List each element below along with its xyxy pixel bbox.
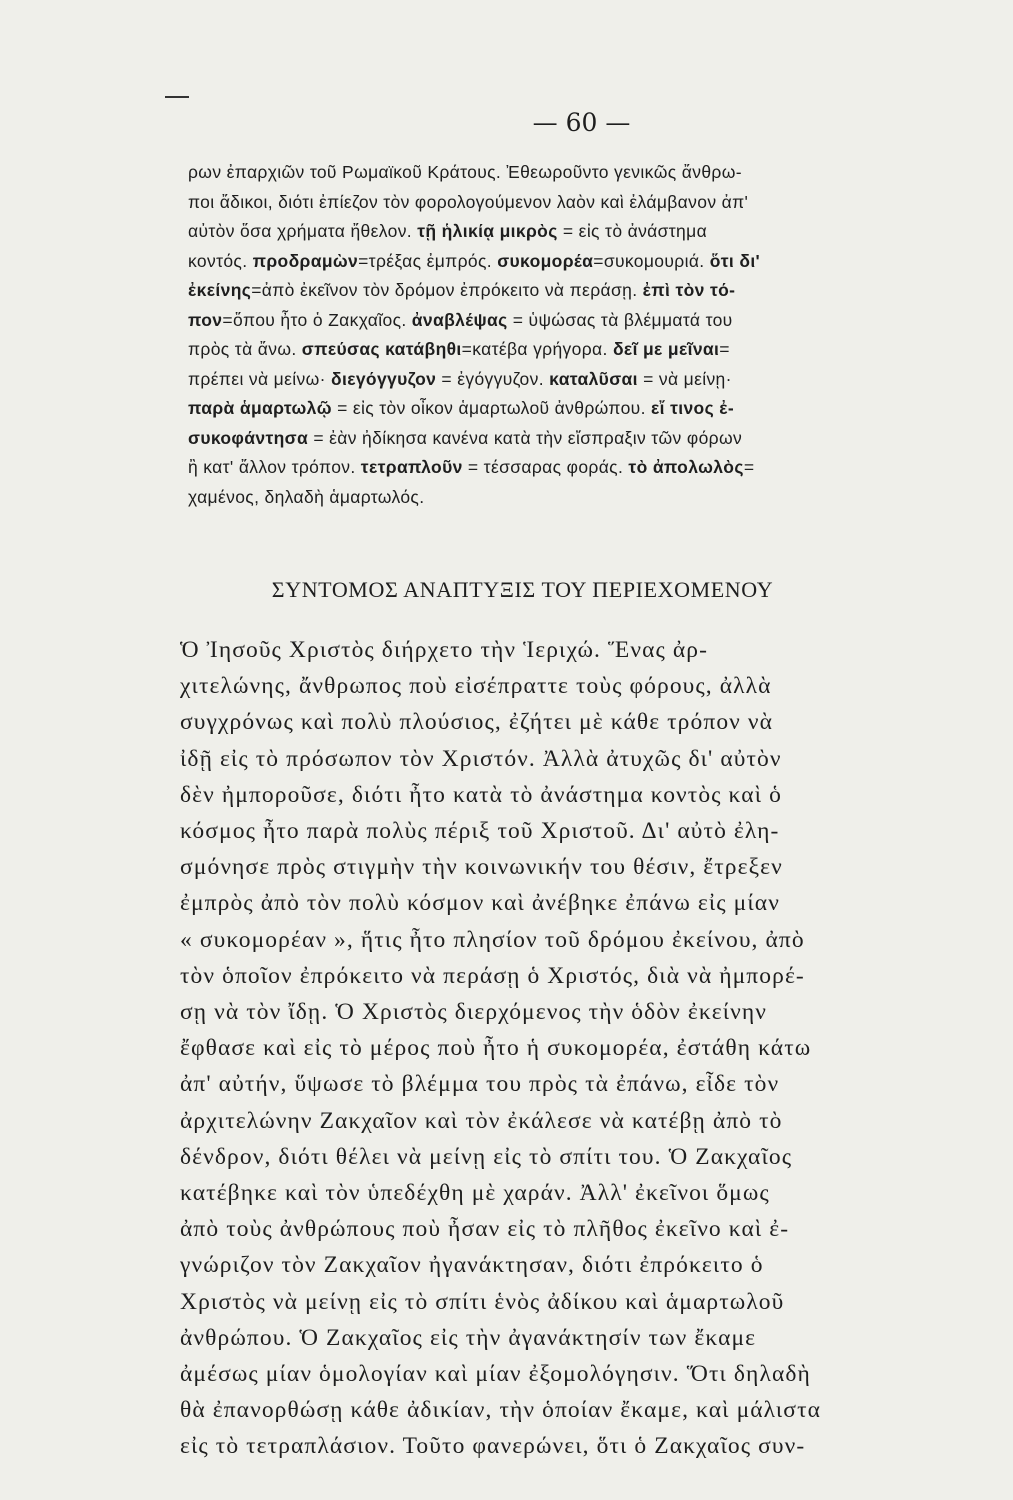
body-line: Ὁ Ἰησοῦς Χριστὸς διήρχετο τὴν Ἱεριχώ. Ἕνας ἀρ- xyxy=(180,637,709,663)
glossary-text: = εἰς τὸ ἀνάστημα xyxy=(557,221,708,241)
body-line: « συκομορέαν », ἥτις ἦτο πλησίον τοῦ δρόμου ἐκείνου, ἀπὸ xyxy=(180,926,805,953)
note-line xyxy=(188,188,963,218)
glossary-term: προδραμὼν xyxy=(252,250,359,271)
note-line xyxy=(188,365,963,395)
body-line: ἀνθρώπου. Ὁ Ζακχαῖος εἰς τὴν ἀγανάκτησίν των ἔκαμε xyxy=(180,1324,757,1351)
glossary-text: =ὅπου ἦτο ὁ Ζακχαῖος. xyxy=(222,309,412,330)
note-line xyxy=(188,335,963,365)
body-line: ἀπ' αὐτήν, ὕψωσε τὸ βλέμμα του πρὸς τὰ ἐπάνω, εἶδε τὸν xyxy=(180,1071,780,1098)
body-text xyxy=(180,632,970,1465)
glossary-term: εἴ τινος ἐ- xyxy=(651,398,735,418)
body-line: σῃ νὰ τὸν ἴδῃ. Ὁ Χριστὸς διερχόμενος τὴν ὁδὸν ἐκείνην xyxy=(180,999,768,1026)
body-line: γνώριζον τὸν Ζακχαῖον ἠγανάκτησαν, διότι ἐπρόκειτο ὁ xyxy=(180,1252,764,1279)
body-line: κόσμος ἦτο παρὰ πολὺς πέριξ τοῦ Χριστοῦ. Δι' αὐτὸ ἐλη- xyxy=(180,818,780,845)
glossary-text: = xyxy=(719,339,730,359)
note-line xyxy=(188,483,963,513)
glossary-text: ἢ κατ' ἄλλον τρόπον. xyxy=(188,457,361,477)
body-line: ἀμέσως μίαν ὁμολογίαν καὶ μίαν ἐξομολόγησιν. Ὅτι δηλαδὴ xyxy=(180,1361,811,1388)
note-line xyxy=(188,394,963,424)
body-line: συγχρόνως καὶ πολὺ πλούσιος, ἐζήτει μὲ κάθε τρόπον νὰ xyxy=(180,709,774,736)
note-line xyxy=(188,453,963,483)
glossary-term: συκοφάντησα xyxy=(188,427,309,448)
glossary-text: πρὸς τὰ ἄνω. xyxy=(188,339,302,359)
glossary-term: παρὰ ἁμαρτωλῷ xyxy=(188,398,332,418)
glossary-term: σπεύσας κατάβηθι xyxy=(301,339,462,359)
glossary-term: δεῖ με μεῖναι xyxy=(612,339,720,359)
glossary-text: χαμένος, δηλαδὴ ἁμαρτωλός. xyxy=(188,486,425,507)
glossary-text: = ὑψώσας τὰ βλέμματά του xyxy=(507,309,733,330)
glossary-text: = ἐὰν ἠδίκησα κανένα κατὰ τὴν εἴσπραξιν τῶν φόρων xyxy=(308,427,743,448)
glossary-term: τετραπλοῦν xyxy=(360,457,463,477)
body-line: σμόνησε πρὸς στιγμὴν τὴν κοινωνικήν του θέσιν, ἔτρεξεν xyxy=(180,854,783,881)
glossary-text: = τέσσαρας φοράς. xyxy=(462,457,629,477)
body-line: χιτελώνης, ἄνθρωπος ποὺ εἰσέπραττε τοὺς φόρους, ἀλλὰ xyxy=(180,673,772,700)
glossary-text: = εἰς τὸν οἶκον ἁμαρτωλοῦ ἀνθρώπου. xyxy=(331,398,651,418)
note-line xyxy=(188,247,963,277)
glossary-text: κοντός. xyxy=(188,250,253,271)
body-line: ἰδῇ εἰς τὸ πρόσωπον τὸν Χριστόν. Ἀλλὰ ἀτυχῶς δι' αὐτὸν xyxy=(180,745,782,772)
glossary-text: = νὰ μείνῃ· xyxy=(637,368,732,389)
body-line: ἔφθασε καὶ εἰς τὸ μέρος ποὺ ἦτο ἡ συκομορέα, ἐστάθη κάτω xyxy=(180,1035,812,1062)
glossary-term: ἐπὶ τὸν τό- xyxy=(642,280,736,300)
glossary-text: =συκομουριά. xyxy=(593,250,710,271)
body-line: δὲν ἠμποροῦσε, διότι ἦτο κατὰ τὸ ἀνάστημα κοντὸς καὶ ὁ xyxy=(180,781,782,808)
glossary-term: ἀναβλέψας xyxy=(411,309,508,330)
glossary-text: πρέπει νὰ μείνω· xyxy=(188,368,332,389)
body-line: κατέβηκε καὶ τὸν ὑπεδέχθη μὲ χαράν. Ἀλλ' ἐκεῖνοι ὅμως xyxy=(180,1180,770,1207)
glossary-text: =ἀπὸ ἐκεῖνον τὸν δρόμον ἐπρόκειτο νὰ περάσῃ. xyxy=(251,280,643,300)
note-line xyxy=(188,158,963,188)
glossary-term: τῇ ἡλικίᾳ μικρὸς xyxy=(417,221,558,241)
body-line: τὸν ὁποῖον ἐπρόκειτο νὰ περάσῃ ὁ Χριστός, διὰ νὰ ἠμπορέ- xyxy=(180,962,805,989)
glossary-text: =κατέβα γρήγορα. xyxy=(461,339,613,359)
glossary-term: διεγόγγυζον xyxy=(331,368,437,389)
note-line xyxy=(188,424,963,454)
glossary-term: ὅτι δι' xyxy=(709,250,761,271)
glossary-text: ποι ἄδικοι, διότι ἐπίεζον τὸν φορολογούμενον λαὸν καὶ ἐλάμβανον ἀπ' xyxy=(188,191,749,212)
glossary-text: ρων ἐπαρχιῶν τοῦ Ρωμαϊκοῦ Κράτους. Ἐθεωροῦντο γενικῶς ἄνθρω- xyxy=(188,162,742,182)
body-line: θὰ ἐπανορθώσῃ κάθε ἀδικίαν, τὴν ὁποίαν ἔκαμε, καὶ μάλιστα xyxy=(180,1397,822,1424)
body-line: ἀπὸ τοὺς ἀνθρώπους ποὺ ἦσαν εἰς τὸ πλῆθος ἐκεῖνο καὶ ἐ- xyxy=(180,1216,790,1243)
glossary-text: αὐτὸν ὅσα χρήματα ἤθελον. xyxy=(188,221,418,241)
glossary-term: πον xyxy=(188,309,223,330)
glossary-text: =τρέξας ἐμπρός. xyxy=(358,250,498,271)
glossary-notes xyxy=(188,158,963,512)
body-line: Χριστὸς νὰ μείνῃ εἰς τὸ σπίτι ἑνὸς ἀδίκου καὶ ἁμαρτωλοῦ xyxy=(180,1288,785,1315)
glossary-term: καταλῦσαι xyxy=(549,368,638,389)
section-heading: ΣΥΝΤΟΜΟΣ ΑΝΑΠΤΥΞΙΣ ΤΟΥ ΠΕΡΙΕΧΟΜΕΝΟΥ xyxy=(271,577,774,602)
glossary-text: = xyxy=(743,457,755,477)
glossary-term: τὸ ἀπολωλὸς xyxy=(628,457,744,477)
note-line xyxy=(188,217,963,247)
margin-dash xyxy=(165,96,189,98)
glossary-text: = ἐγόγγυζον. xyxy=(436,368,550,389)
body-line: δένδρον, διότι θέλει νὰ μείνῃ εἰς τὸ σπίτι του. Ὁ Ζακχαῖος xyxy=(180,1143,793,1170)
page-number: — 60 — xyxy=(532,108,631,137)
body-line: εἰς τὸ τετραπλάσιον. Τοῦτο φανερώνει, ὅτι ὁ Ζακχαῖος συν- xyxy=(180,1433,806,1460)
body-line: ἀρχιτελώνην Ζακχαῖον καὶ τὸν ἐκάλεσε νὰ κατέβῃ ἀπὸ τὸ xyxy=(180,1107,783,1134)
glossary-term: συκομορέα xyxy=(497,250,594,271)
body-line: ἐμπρὸς ἀπὸ τὸν πολὺ κόσμον καὶ ἀνέβηκε ἐπάνω εἰς μίαν xyxy=(180,890,780,917)
note-line xyxy=(188,306,963,336)
glossary-term: ἐκείνης xyxy=(188,280,252,300)
note-line xyxy=(188,276,963,306)
